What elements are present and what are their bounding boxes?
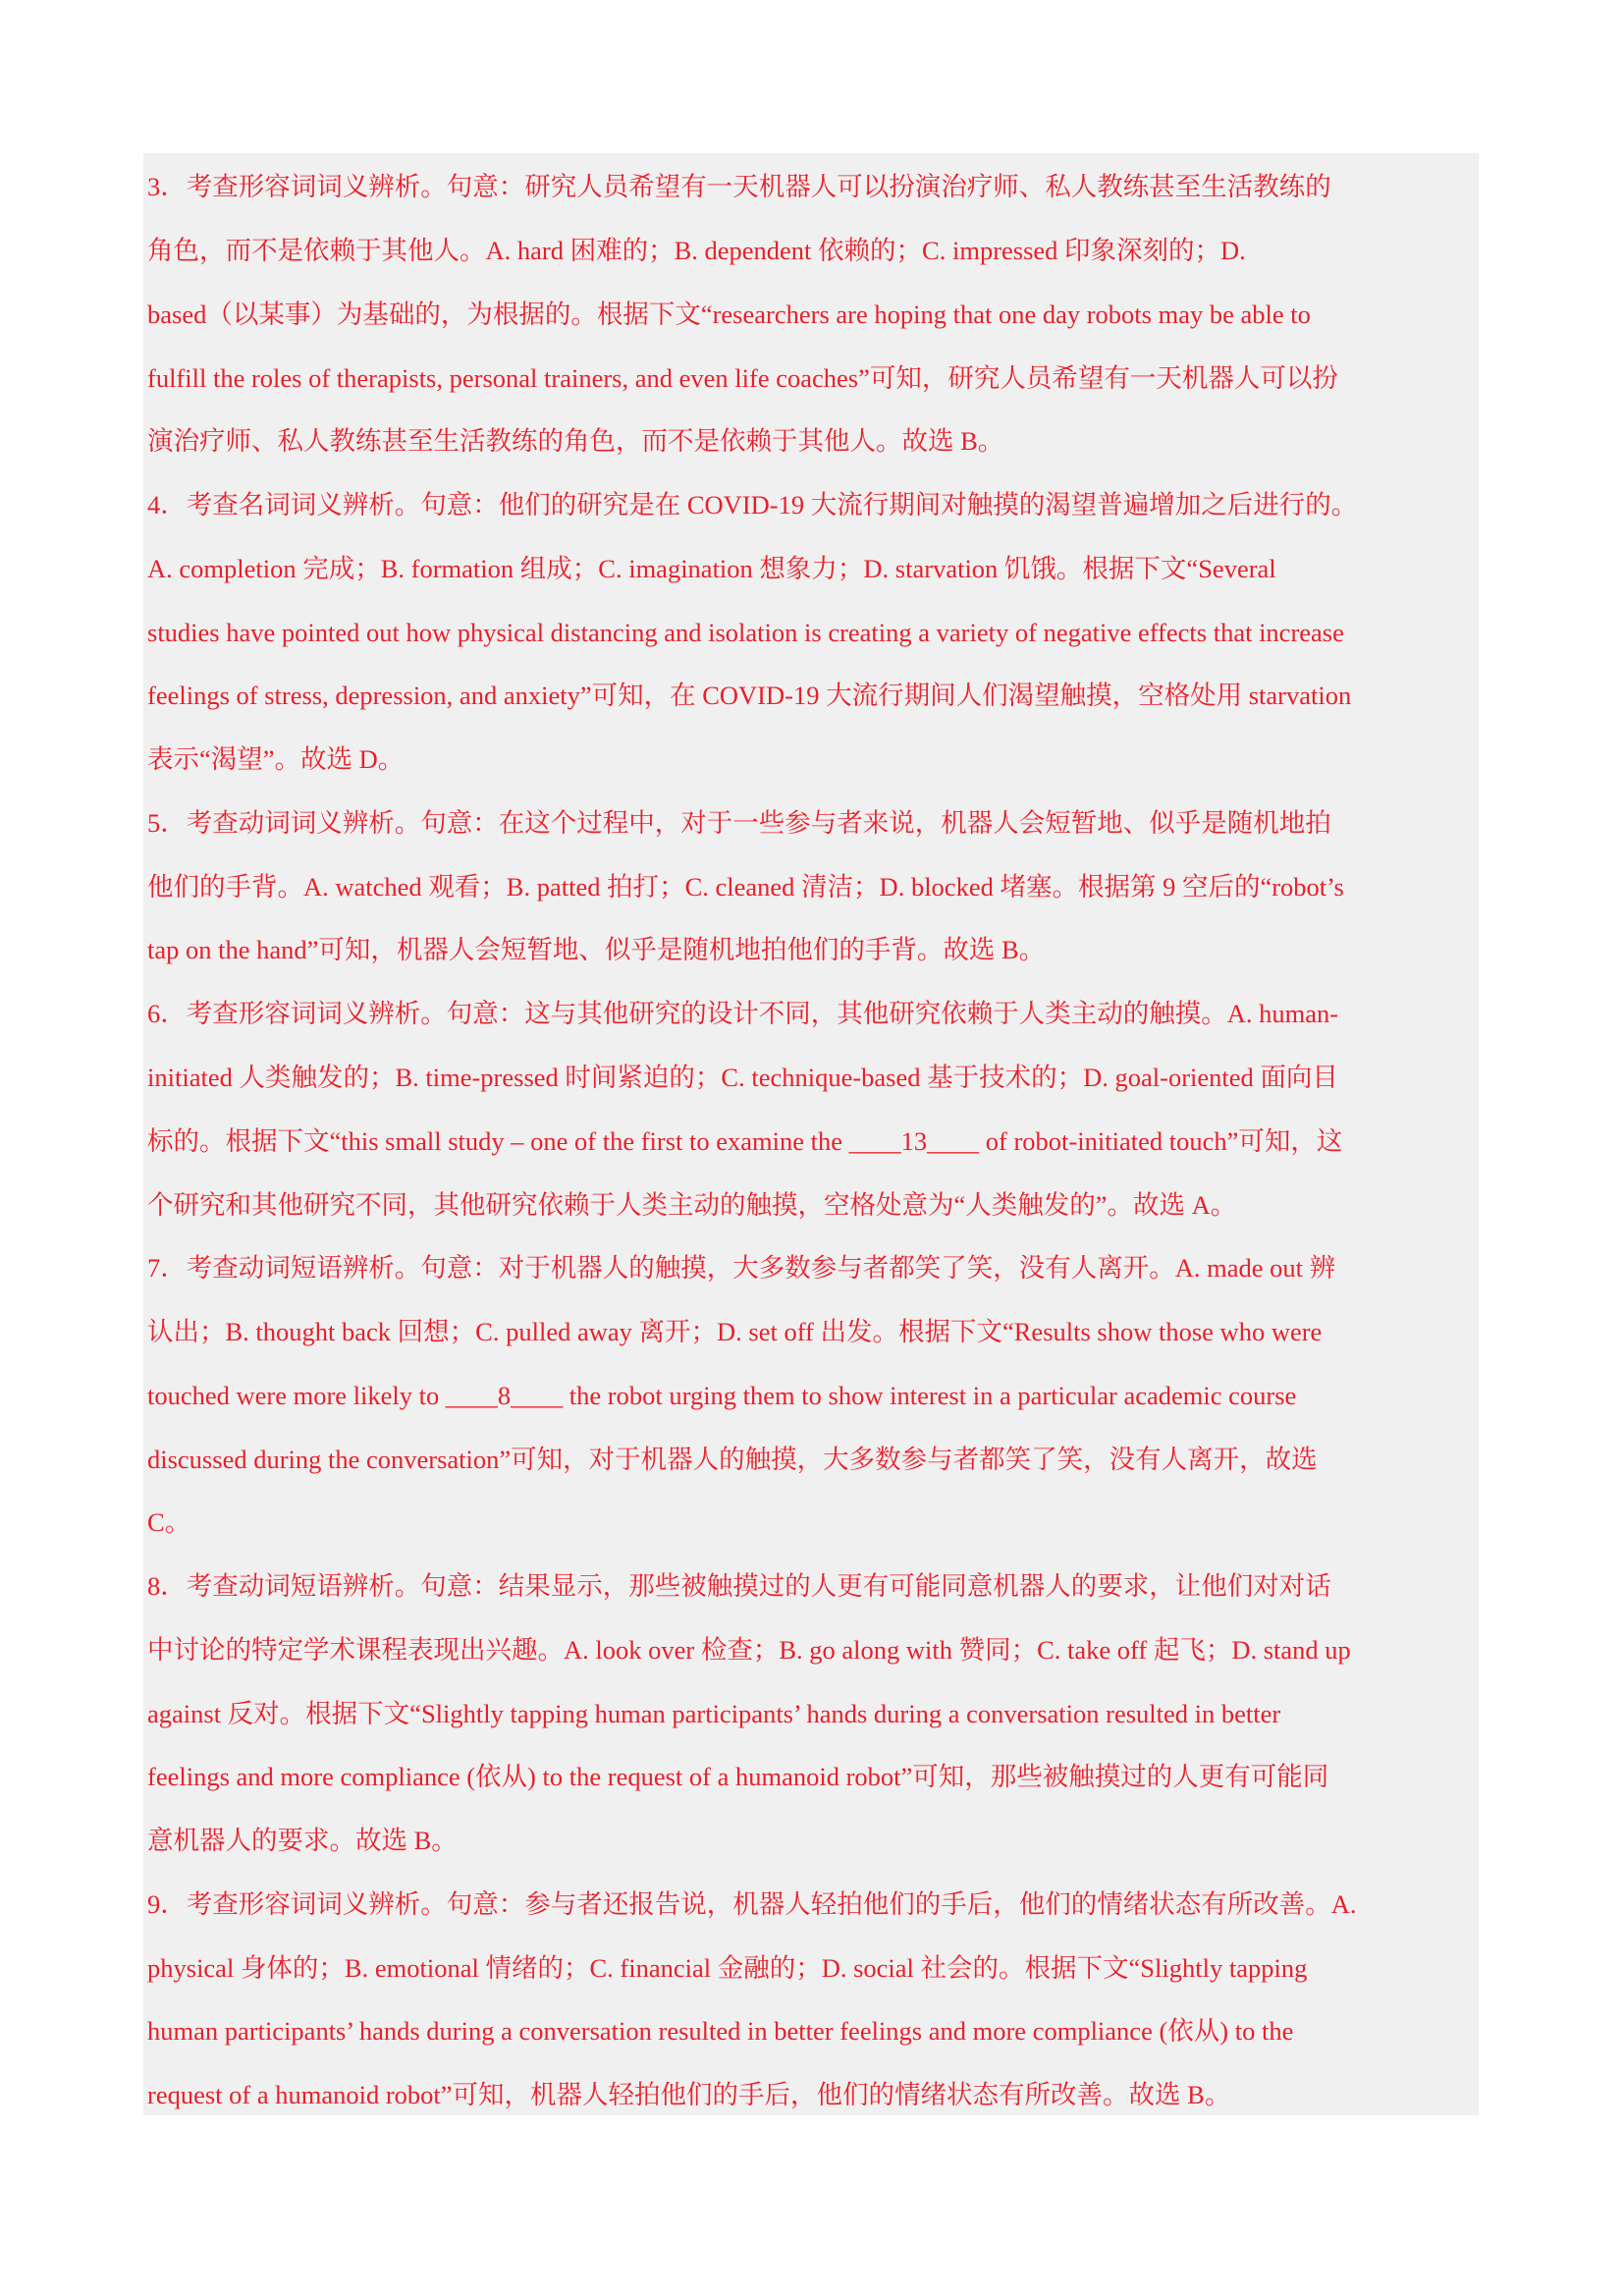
text-line: 9．考查形容词词义辨析。句意：参与者还报告说，机器人轻拍他们的手后，他们的情绪状态有所改善。A.	[147, 1889, 1357, 1919]
text-line: 表示“渴望”。故选 D。	[147, 744, 405, 774]
text-line: 认出；B. thought back 回想；C. pulled away 离开；D. set off 出发。根据下文“Results show those who were	[147, 1317, 1323, 1346]
text-line: 他们的手背。A. watched 观看；B. patted 拍打；C. cleaned 清洁；D. blocked 堵塞。根据第 9 空后的“robot’s	[147, 872, 1344, 902]
text-line: request of a humanoid robot”可知，机器人轻拍他们的手后，他们的情绪状态有所改善。故选 B。	[147, 2080, 1231, 2109]
text-line: 4．考查名词词义辨析。句意：他们的研究是在 COVID-19 大流行期间对触摸的渴望普遍增加之后进行的。	[147, 490, 1358, 519]
text-line: 个研究和其他研究不同，其他研究依赖于人类主动的触摸，空格处意为“人类触发的”。故选 A。	[147, 1190, 1237, 1220]
text-line: 标的。根据下文“this small study – one of the first to examine the ____13____ of robot-initiated touch”可知，这	[147, 1126, 1343, 1156]
text-line: feelings of stress, depression, and anxiety”可知，在 COVID-19 大流行期间人们渴望触摸，空格处用 starvation	[147, 681, 1352, 710]
text-line: initiated 人类触发的；B. time-pressed 时间紧迫的；C. technique-based 基于技术的；D. goal-oriented 面向目	[147, 1063, 1338, 1092]
text-line: 意机器人的要求。故选 B。	[147, 1826, 458, 1855]
text-line: based（以某事）为基础的，为根据的。根据下文“researchers are hoping that one day robots may be able to	[147, 300, 1311, 329]
text-line: feelings and more compliance (依从) to the request of a humanoid robot”可知，那些被触摸过的人更有可能同	[147, 1762, 1329, 1791]
text-line: fulfill the roles of therapists, personal trainers, and even life coaches”可知，研究人员希望有一天机器人可以扮	[147, 363, 1338, 393]
text-line: C。	[147, 1507, 191, 1537]
text-line: 角色，而不是依赖于其他人。A. hard 困难的；B. dependent 依赖的；C. impressed 印象深刻的；D.	[147, 236, 1246, 265]
text-line: 演治疗师、私人教练甚至生活教练的角色，而不是依赖于其他人。故选 B。	[147, 426, 1004, 456]
text-line: 3．考查形容词词义辨析。句意：研究人员希望有一天机器人可以扮演治疗师、私人教练甚至生活教练的	[147, 172, 1331, 201]
text-line: studies have pointed out how physical distancing and isolation is creating a variety of negative effects that increase	[147, 618, 1344, 647]
text-line: discussed during the conversation”可知，对于机器人的触摸，大多数参与者都笑了笑，没有人离开，故选	[147, 1445, 1318, 1474]
text-line: physical 身体的；B. emotional 情绪的；C. financial 金融的；D. social 社会的。根据下文“Slightly tapping	[147, 1953, 1308, 1983]
text-line: human participants’ hands during a conversation resulted in better feelings and more compliance (依从) to the	[147, 2016, 1294, 2046]
text-line: touched were more likely to ____8____ the robot urging them to show interest in a particular academic course	[147, 1381, 1297, 1410]
text-line: against 反对。根据下文“Slightly tapping human participants’ hands during a conversation resulted in better	[147, 1699, 1281, 1728]
text-line: 5．考查动词词义辨析。句意：在这个过程中，对于一些参与者来说，机器人会短暂地、似乎是随机地拍	[147, 808, 1331, 838]
text-line: 8．考查动词短语辨析。句意：结果显示，那些被触摸过的人更有可能同意机器人的要求，让他们对对话	[147, 1571, 1331, 1601]
text-line: tap on the hand”可知，机器人会短暂地、似乎是随机地拍他们的手背。故选 B。	[147, 935, 1046, 964]
text-line: 6．考查形容词词义辨析。句意：这与其他研究的设计不同，其他研究依赖于人类主动的触摸。A. human-	[147, 999, 1339, 1028]
text-line: A. completion 完成；B. formation 组成；C. imagination 想象力；D. starvation 饥饿。根据下文“Several	[147, 554, 1276, 583]
text-line: 7．考查动词短语辨析。句意：对于机器人的触摸，大多数参与者都笑了笑，没有人离开。A. made out 辨	[147, 1253, 1336, 1283]
text-line: 中讨论的特定学术课程表现出兴趣。A. look over 检查；B. go along with 赞同；C. take off 起飞；D. stand up	[147, 1635, 1351, 1665]
